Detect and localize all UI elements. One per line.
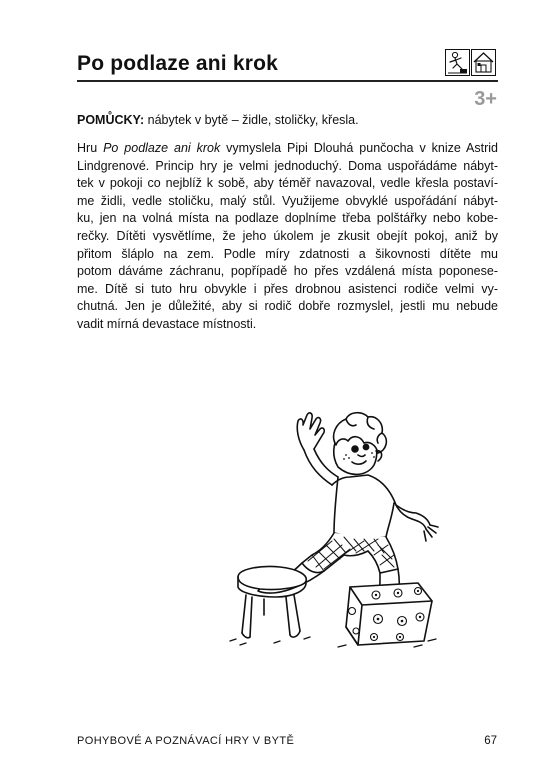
body-line [77, 316, 498, 334]
body-line [77, 140, 498, 158]
body-line-text: potom dáváme záchranu, popřípadě ho přes vzdálená místa poponese- [77, 264, 498, 279]
body-line-text: chutná. Jen je důležité, aby si rodič dobře rozmyslel, jestli mu nebude [77, 299, 498, 314]
category-icons [445, 49, 497, 77]
body-line [77, 193, 498, 211]
page-number: 67 [484, 735, 497, 747]
body-line [77, 210, 498, 228]
body-line-text: Hru [77, 141, 104, 155]
age-badge: 3+ [474, 88, 497, 110]
body-line-text: vadit mírná devastace místnosti. [77, 316, 257, 331]
running-child-icon [446, 50, 470, 76]
body-line-text: přitom šláplo na zem. Podle míry zdatnosti a šikovnosti dítěte mu [77, 246, 498, 261]
body-line [77, 298, 498, 316]
body-line-text: tek v pokoji co nejblíž k sobě, aby téměř navazoval, vedle křesla postaví- [77, 176, 498, 191]
body-text [77, 140, 498, 334]
tools-label: POMŮCKY: [77, 113, 145, 127]
page-title: Po podlaze ani krok [77, 52, 279, 75]
body-line [77, 228, 498, 246]
tools-line [77, 113, 359, 127]
body-line-text: Lindgrenové. Princip hry je velmi jednoduchý. Doma uspořádáme nábyt- [77, 158, 498, 173]
body-line [77, 281, 498, 299]
title-rule [77, 80, 498, 82]
body-line [77, 175, 498, 193]
body-line [77, 263, 498, 281]
body-line-text: me. Dítě si tuto hru obvykle i přes drobnou asistenci rodiče velmi vy- [77, 281, 498, 296]
body-line [77, 158, 498, 176]
body-line-text: rečky. Dítěti vysvětlíme, že jeho úkolem je zkusit obejít pokoj, aniž by [77, 228, 498, 243]
footer-section: POHYBOVÉ A POZNÁVACÍ HRY V BYTĚ [77, 735, 295, 747]
child-balancing-illustration [228, 405, 440, 650]
body-line-text: me židli, vedle stoličku, malý stůl. Využijeme obvyklé uspořádání nábyt- [77, 193, 498, 208]
body-line [77, 246, 498, 264]
body-line-emphasis: Po podlaze ani krok [103, 141, 221, 155]
body-line-text: vymyslela Pipi Dlouhá punčocha v knize Astrid [220, 141, 498, 155]
tools-text: nábytek v bytě – židle, stoličky, křesla. [147, 113, 359, 127]
body-line-text: ku, jen na volná místa na podlaze doplníme třeba polštářky nebo kobe- [77, 211, 498, 226]
house-icon [472, 50, 496, 76]
